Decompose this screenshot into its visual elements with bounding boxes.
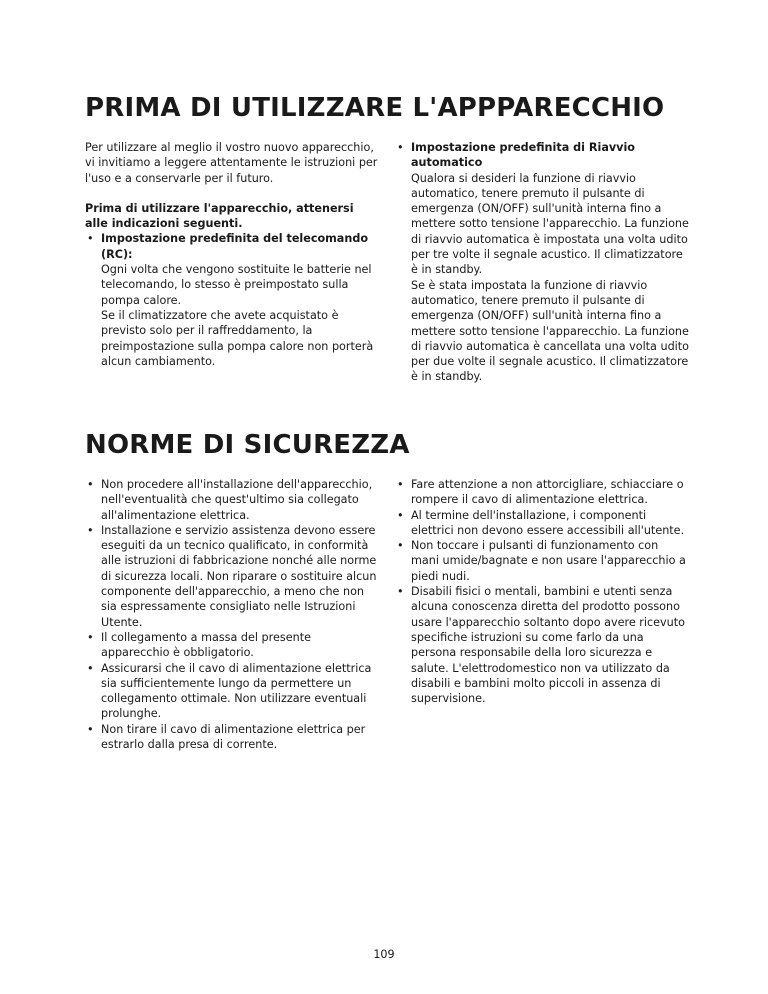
safety-right-list: [395, 477, 689, 706]
list-item: • Non toccare i pulsanti di funzionamento con mani umide/bagnate e non usare l'apparecchio a piedi nudi.: [395, 538, 689, 584]
list-item: • Non tirare il cavo di alimentazione elettrica per estrarlo dalla presa di corrente.: [85, 722, 379, 753]
list-item: • Non procedere all'installazione dell'apparecchio, nell'eventualità che quest'ultimo sia collegato all'alimentazione elettrica.: [85, 477, 379, 523]
safety-right-column: [395, 477, 689, 706]
list-item: • Installazione e servizio assistenza devono essere eseguiti da un tecnico qualificato, in conformità alle istruzioni di fabbricazione nonché alle norme di sicurezza locali. Non riparare o sostituire alcun componente dell'apparecchio, a meno che non sia espressamente consigliato nelle Istruzioni Utente.: [85, 523, 379, 630]
rc-bullet-text-1: Ogni volta che vengono sostituite le batterie nel telecomando, lo stesso è preimpostato sulla pompa calore.: [101, 263, 372, 307]
restart-bullet-title: • Impostazione predefinita di Riavvio automatico: [411, 141, 635, 170]
rc-bullet-list: [85, 231, 379, 369]
section-title-before-use: PRIMA DI UTILIZZARE L'APPPARECCHIO: [85, 93, 665, 123]
restart-bullet-list: [395, 140, 689, 385]
safety-left-column: [85, 477, 379, 752]
before-use-left-column: [85, 140, 379, 369]
restart-bullet-text-1: Qualora si desideri la funzione di riavvio automatico, tenere premuto il pulsante di emergenza (ON/OFF) sull'unità interna fino a mettere sotto tensione l'apparecchio. La funzione di riavvio automatica è impostata una volta udito per tre volte il segnale acustico. Il climatizzatore è in standby.: [411, 171, 689, 277]
intro-paragraph: Per utilizzare al meglio il vostro nuovo apparecchio, vi invitiamo a leggere attentamente le istruzioni per l'uso e a conservarle per il futuro.: [85, 141, 378, 185]
list-item: [395, 140, 689, 385]
list-item: • Il collegamento a massa del presente apparecchio è obbligatorio.: [85, 630, 379, 661]
lead-paragraph: Prima di utilizzare l'apparecchio, attenersi alle indicazioni seguenti.: [85, 201, 354, 231]
restart-bullet-text-2: Se è stata impostata la funzione di riavvio automatico, tenere premuto il pulsante di emergenza (ON/OFF) sull'unità interna fino a mettere sotto tensione l'apparecchio. La funzione di riavvio automatica è cancellata una volta udito per due volte il segnale acustico. Il climatizzatore è in standby.: [411, 278, 690, 384]
rc-bullet-text-2: Se il climatizzatore che avete acquistato è previsto solo per il raffreddamento, la preimpostazione sulla pompa calore non porterà alcun cambiamento.: [101, 308, 374, 368]
section-title-safety: NORME DI SICUREZZA: [85, 430, 410, 460]
page-number: 109: [373, 948, 395, 961]
list-item: • Al termine dell'installazione, i componenti elettrici non devono essere accessibili all'utente.: [395, 508, 689, 539]
rc-bullet-title: • Impostazione predefinita del telecomando (RC):: [101, 232, 369, 261]
list-item: • Disabili fisici o mentali, bambini e utenti senza alcuna conoscenza diretta del prodotto possono usare l'apparecchio soltanto dopo avere ricevuto specifiche istruzioni su come farlo da una persona responsabile della loro sicurezza e salute. L'elettrodomestico non va utilizzato da disabili e bambini molto piccoli in assenza di supervisione.: [395, 584, 689, 706]
before-use-right-column: [395, 140, 689, 385]
list-item: • Assicurarsi che il cavo di alimentazione elettrica sia sufficientemente lungo da permettere un collegamento ottimale. Non utilizzare eventuali prolunghe.: [85, 661, 379, 722]
list-item: [85, 231, 379, 369]
safety-left-list: [85, 477, 379, 752]
list-item: • Fare attenzione a non attorcigliare, schiacciare o rompere il cavo di alimentazione elettrica.: [395, 477, 689, 508]
